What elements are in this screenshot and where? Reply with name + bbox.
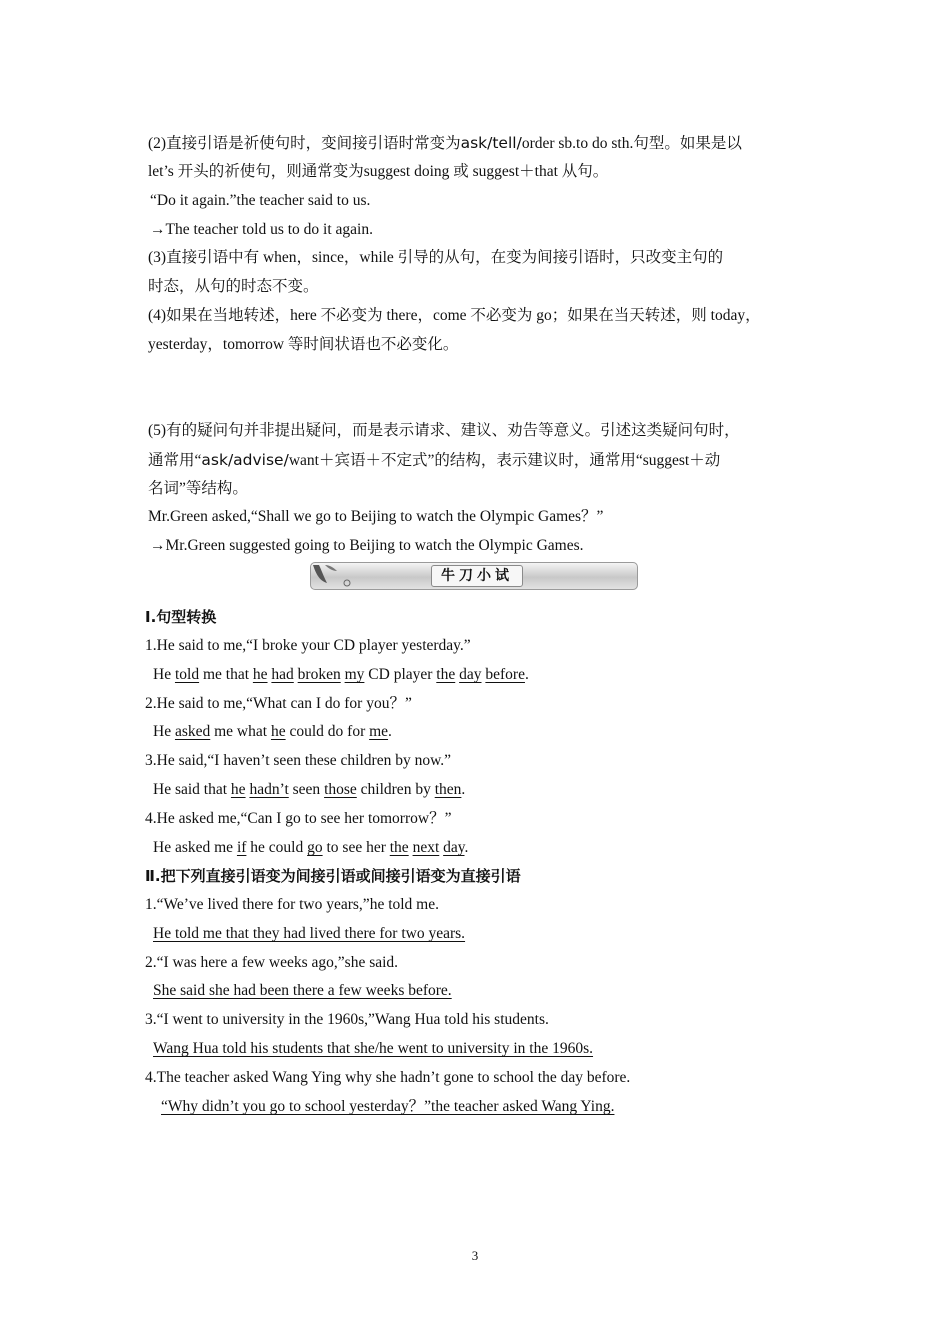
example-5-indirect: →Mr.Green suggested going to Beijing to watch the Olympic Games. bbox=[150, 537, 584, 554]
banner-decoration-icon bbox=[311, 563, 357, 589]
banner-title: 牛刀小试 bbox=[431, 565, 523, 587]
grammar-point-2-line-1: (2)直接引语是祈使句时，变间接引语时常变为ask/tell/order sb.to do sth.句型。如果是以 bbox=[148, 134, 742, 152]
section-1-question-1: 1.He said to me,“I broke your CD player yesterday.” bbox=[145, 637, 471, 654]
section-1-heading: Ⅰ.句型转换 bbox=[145, 608, 217, 626]
example-2-direct: “Do it again.”the teacher said to us. bbox=[150, 192, 371, 209]
grammar-point-5-line-1: (5)有的疑问句并非提出疑问，而是表示请求、建议、劝告等意义。引述这类疑问句时， bbox=[148, 422, 740, 439]
section-2-question-4: 4.The teacher asked Wang Ying why she hadn’t gone to school the day before. bbox=[145, 1069, 631, 1086]
example-2-indirect: →The teacher told us to do it again. bbox=[150, 221, 373, 238]
section-1-answer-3: He said that he hadn’t seen those children by then. bbox=[153, 781, 466, 798]
section-2-question-2: 2.“I was here a few weeks ago,”she said. bbox=[145, 954, 399, 971]
section-2-heading: Ⅱ.把下列直接引语变为间接引语或间接引语变为直接引语 bbox=[145, 867, 521, 885]
practice-banner bbox=[310, 562, 638, 590]
page-number: 3 bbox=[471, 1248, 479, 1263]
section-2-question-1: 1.“We’ve lived there for two years,”he told me. bbox=[145, 896, 439, 913]
section-1-answer-1: He told me that he had broken my CD player the day before. bbox=[153, 666, 529, 683]
section-1-answer-2: He asked me what he could do for me. bbox=[153, 723, 392, 740]
section-2-question-3: 3.“I went to university in the 1960s,”Wang Hua told his students. bbox=[145, 1011, 549, 1028]
section-2-answer-4: “Why didn’t you go to school yesterday？”the teacher asked Wang Ying. bbox=[161, 1098, 615, 1115]
section-2-answer-3: Wang Hua told his students that she/he went to university in the 1960s. bbox=[153, 1040, 594, 1057]
grammar-point-5-line-3: 名词”等结构。 bbox=[148, 480, 248, 497]
grammar-point-3-line-2: 时态，从句的时态不变。 bbox=[148, 278, 319, 295]
section-2-answer-1: He told me that they had lived there for two years. bbox=[153, 925, 466, 942]
section-1-answer-4: He asked me if he could go to see her the next day. bbox=[153, 839, 469, 856]
section-1-question-4: 4.He asked me,“Can I go to see her tomorrow？” bbox=[145, 810, 452, 827]
section-1-question-2: 2.He said to me,“What can I do for you？” bbox=[145, 695, 412, 712]
section-1-question-3: 3.He said,“I haven’t seen these children by now.” bbox=[145, 752, 452, 769]
grammar-point-2-line-2: let’s 开头的祈使句，则通常变为suggest doing 或 suggest＋that 从句。 bbox=[148, 163, 609, 180]
grammar-point-4-line-1: (4)如果在当地转述，here 不必变为 there，come 不必变为 go；如果在当天转述，则 today， bbox=[148, 307, 761, 324]
grammar-point-3-line-1: (3)直接引语中有 when，since，while 引导的从句，在变为间接引语时，只改变主句的 bbox=[148, 249, 724, 266]
grammar-point-5-line-2: 通常用“ask/advise/want＋宾语＋不定式”的结构，表示建议时，通常用“suggest＋动 bbox=[148, 451, 721, 469]
example-5-direct: Mr.Green asked,“Shall we go to Beijing to watch the Olympic Games？” bbox=[148, 508, 604, 525]
grammar-point-4-line-2: yesterday，tomorrow 等时间状语也不必变化。 bbox=[148, 336, 459, 353]
section-2-answer-2: She said she had been there a few weeks before. bbox=[153, 982, 452, 999]
